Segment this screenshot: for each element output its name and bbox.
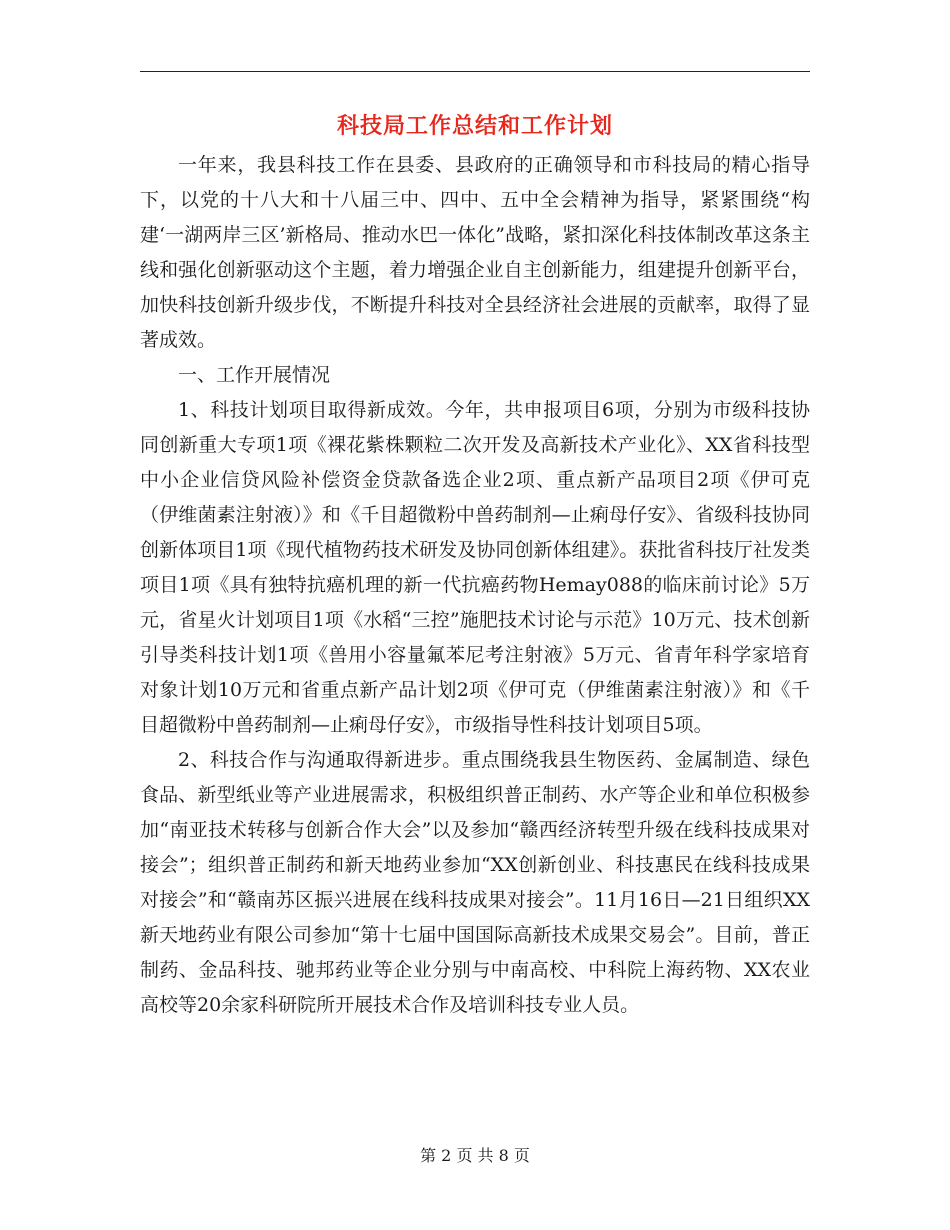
header-rule — [140, 71, 810, 72]
document-title: 科技局工作总结和工作计划 — [336, 113, 613, 139]
paragraph-intro: 一年来，我县科技工作在县委、县政府的正确领导和市科技局的精心指导下，以党的十八大和十八届三中、四中、五中全会精神为指导，紧紧围绕“构建‘一湖两岸三区’新格局、推动水巴一体化”战略，紧扣深化科技体制改革这条主线和强化创新驱动这个主题，着力增强企业自主创新能力，组建提升创新平台，加快科技创新升级步伐，不断提升科技对全县经济社会进展的贡献率，取得了显著成效。 — [140, 154, 810, 351]
paragraph-tech-cooperation: 2、科技合作与沟通取得新进步。重点围绕我县生物医药、金属制造、绿色食品、新型纸业等产业进展需求，积极组织普正制药、水产等企业和单位积极参加“南亚技术转移与创新合作大会”以及参加“赣西经济转型升级在线科技成果对接会”；组织普正制药和新天地药业参加“XX创新创业、科技惠民在线科技成果对接会”和“赣南苏区振兴进展在线科技成果对接会”。11月16日—21日组织XX新天地药业有限公司参加“第十七届中国国际高新技术成果交易会”。目前，普正制药、金品科技、驰邦药业等企业分别与中南高校、中科院上海药物、XX农业高校等20余家科研院所开展技术合作及培训科技专业人员。 — [140, 749, 810, 1016]
paragraph-tech-projects: 1、科技计划项目取得新成效。今年，共申报项目6项，分别为市级科技协同创新重大专项1项《裸花紫株颗粒二次开发及高新技术产业化》、XX省科技型中小企业信贷风险补偿资金贷款备选企业2项、重点新产品项目2项《伊可克（伊维菌素注射液）》和《千目超微粉中兽药制剂—止痢母仔安》、省级科技协同创新体项目1项《现代植物药技术研发及协同创新体组建》。获批省科技厅社发类项目1项《具有独特抗癌机理的新一代抗癌药物Hemay088的临床前讨论》5万元，省星火计划项目1项《水稻“三控”施肥技术讨论与示范》10万元、技术创新引导类科技计划1项《兽用小容量氟苯尼考注射液》5万元、省青年科学家培育对象计划10万元和省重点新产品计划2项《伊可克（伊维菌素注射液）》和《千目超微粉中兽药制剂—止痢母仔安》，市级指导性科技计划项目5项。 — [140, 399, 810, 736]
page-number-footer: 第 2 页 共 8 页 — [420, 1146, 530, 1165]
document-body — [140, 148, 810, 1023]
section-heading: 一、工作开展情况 — [178, 364, 331, 386]
